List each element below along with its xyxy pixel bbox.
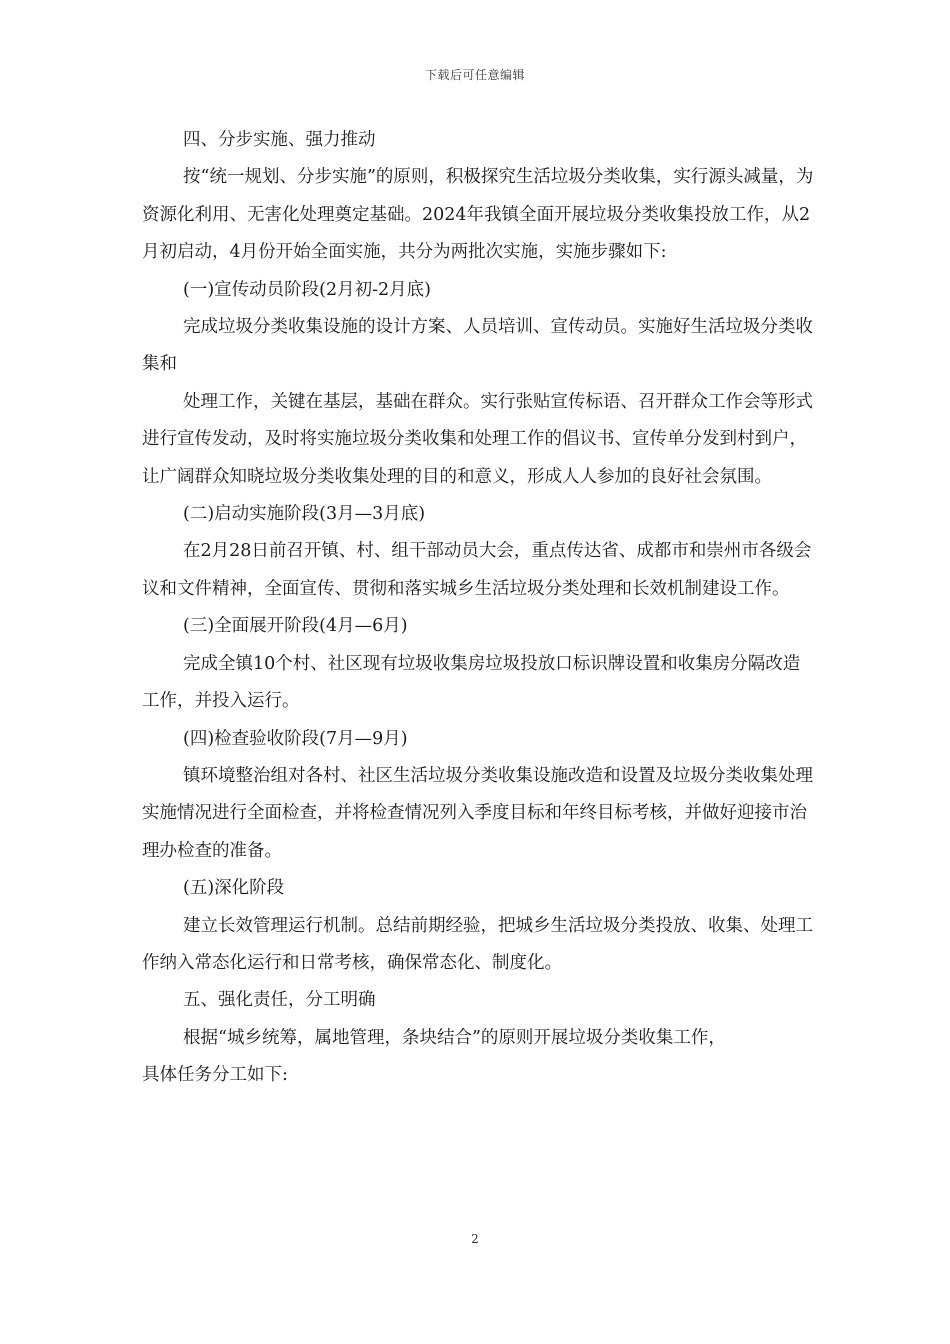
page-number: 2 bbox=[471, 1232, 479, 1246]
section-heading-4: 四、分步实施、强力推动 bbox=[183, 130, 376, 150]
body-paragraph: 在2月28日前召开镇、村、组干部动员大会，重点传达省、成都市和崇州市各级会议和文件精神，全面宣传、贯彻和落实城乡生活垃圾分类处理和长效机制建设工作。 bbox=[142, 541, 812, 599]
body-paragraph: 处理工作，关键在基层，基础在群众。实行张贴宣传标语、召开群众工作会等形式进行宣传发动，及时将实施垃圾分类收集和处理工作的倡议书、宣传单分发到村到户，让广阔群众知晓垃圾分类收集处理的目的和意义，形成人人参加的良好社会氛围。 bbox=[142, 391, 813, 487]
document-body bbox=[142, 122, 817, 1095]
subsection-heading-2: (二)启动实施阶段(3月—3月底) bbox=[183, 504, 426, 525]
subsection-heading-4: (四)检查验收阶段(7月—9月) bbox=[183, 728, 408, 749]
body-paragraph: 按“统一规划、分步实施”的原则，积极探究生活垃圾分类收集，实行源头减量，为资源化利用、无害化处理奠定基础。2024年我镇全面开展垃圾分类收集投放工作，从2月初启动，4月份开始全面实施，共分为两批次实施，实施步骤如下: bbox=[142, 167, 814, 263]
subsection-heading-1: (一)宣传动员阶段(2月初-2月底) bbox=[183, 279, 431, 300]
subsection-heading-3: (三)全面展开阶段(4月—6月) bbox=[183, 616, 408, 637]
header-note: 下载后可任意编辑 bbox=[424, 68, 525, 82]
body-paragraph-continuation: 具体任务分工如下: bbox=[142, 1065, 288, 1086]
body-paragraph: 建立长效管理运行机制。总结前期经验，把城乡生活垃圾分类投放、收集、处理工作纳入常态化运行和日常考核，确保常态化、制度化。 bbox=[142, 915, 813, 973]
body-paragraph: 完成全镇10个村、社区现有垃圾收集房垃圾投放口标识牌设置和收集房分隔改造工作，并投入运行。 bbox=[142, 653, 801, 712]
body-paragraph: 完成垃圾分类收集设施的设计方案、人员培训、宣传动员。实施好生活垃圾分类收集和 bbox=[142, 317, 813, 375]
subsection-heading-5: (五)深化阶段 bbox=[183, 878, 285, 899]
body-paragraph: 镇环境整治组对各村、社区生活垃圾分类收集设施改造和设置及垃圾分类收集处理实施情况进行全面检查，并将检查情况列入季度目标和年终目标考核，并做好迎接市治理办检查的准备。 bbox=[142, 765, 813, 861]
section-heading-5: 五、强化责任，分工明确 bbox=[183, 990, 376, 1011]
body-paragraph: 根据“城乡统筹，属地管理，条块结合”的原则开展垃圾分类收集工作， bbox=[183, 1027, 726, 1048]
